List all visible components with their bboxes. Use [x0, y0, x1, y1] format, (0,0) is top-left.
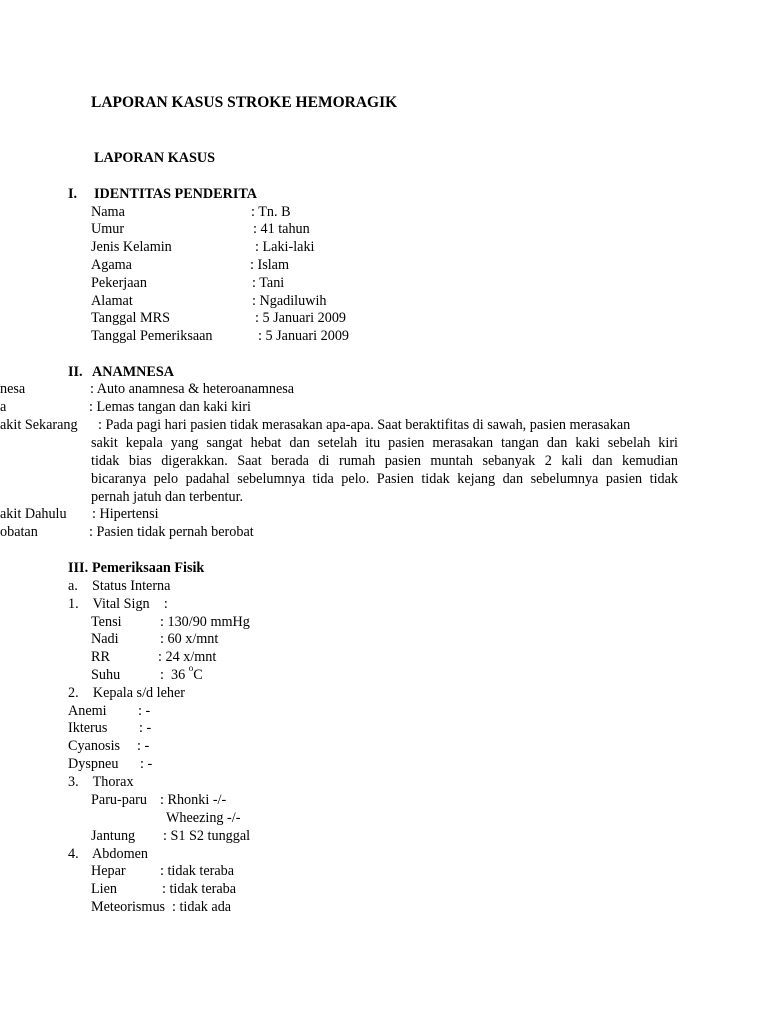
field-label-pekerjaan: Pekerjaan: [91, 275, 147, 291]
field-value-keluhan: : Lemas tangan dan kaki kiri: [89, 399, 251, 415]
abdomen-label-lien: Lien: [91, 881, 117, 897]
field-value-riwayat-sekarang: : Pada pagi hari pasien tidak merasakan apa-apa. Saat beraktifitas di sawah, pasien merasakan: [98, 417, 631, 433]
thorax-heading: 3. Thorax: [68, 774, 134, 790]
vital-value-suhu: [160, 663, 203, 685]
section-heading-identitas: IDENTITAS PENDERITA: [94, 186, 258, 202]
field-value-pekerjaan: : Tani: [252, 275, 285, 291]
vital-value-tensi: : 130/90 mmHg: [160, 614, 250, 630]
field-label-agama: Agama: [91, 257, 132, 273]
field-label-nama: Nama: [91, 204, 125, 220]
thorax-value-jantung: : S1 S2 tunggal: [163, 828, 251, 844]
field-value-tanggal-pemeriksaan: : 5 Januari 2009: [258, 328, 350, 344]
paragraph-line-2: tidak bias digerakkan. Saat berada di rumah pasien muntah sebanyak 2 kali dan kemudian: [91, 453, 678, 469]
field-label-jenis-kelamin: Jenis Kelamin: [91, 239, 172, 255]
abdomen-label-meteorismus: Meteorismus: [91, 899, 166, 915]
field-value-umur: : 41 tahun: [253, 221, 310, 237]
field-value-tanggal-mrs: : 5 Januari 2009: [255, 310, 347, 326]
field-label-anamnesa: nesa: [0, 381, 26, 397]
suhu-unit: C: [193, 667, 203, 683]
kepala-label-cyanosis: Cyanosis: [68, 738, 121, 754]
field-label-keluhan: a: [0, 399, 7, 415]
section-number-2: II.: [68, 364, 83, 380]
field-label-riwayat-pengobatan: obatan: [0, 524, 38, 540]
vital-label-tensi: Tensi: [91, 614, 122, 630]
degree-sup: o: [188, 663, 194, 674]
kepala-label-ikterus: Ikterus: [68, 720, 108, 736]
field-value-agama: : Islam: [250, 257, 290, 273]
section-number-3: III.: [68, 560, 89, 576]
thorax-label-paru: Paru-paru: [91, 792, 147, 808]
kepala-heading: 2. Kepala s/d leher: [68, 685, 186, 701]
vital-value-nadi: : 60 x/mnt: [160, 631, 219, 647]
field-value-nama: : Tn. B: [251, 204, 291, 220]
abdomen-heading: 4. Abdomen: [68, 846, 148, 862]
kepala-label-anemi: Anemi: [68, 703, 107, 719]
document-subtitle: LAPORAN KASUS: [94, 150, 216, 166]
field-label-riwayat-dahulu: akit Dahulu: [0, 506, 67, 522]
vital-sign-heading: 1. Vital Sign :: [68, 596, 168, 612]
abdomen-value-lien: : tidak teraba: [162, 881, 237, 897]
field-value-anamnesa: : Auto anamnesa & heteroanamnesa: [90, 381, 295, 397]
paragraph-line-1: sakit kepala yang sangat hebat dan setelah itu pasien merasakan tangan dan kaki sebelah kiri: [91, 435, 678, 451]
kepala-value-dyspneu: : -: [140, 756, 153, 772]
field-label-tanggal-mrs: Tanggal MRS: [91, 310, 171, 326]
thorax-value-wheezing: Wheezing -/-: [166, 810, 241, 826]
suhu-number: : 36: [160, 667, 189, 683]
field-value-alamat: : Ngadiluwih: [252, 293, 327, 309]
status-interna-heading: a. Status Interna: [68, 578, 171, 594]
document-title: LAPORAN KASUS STROKE HEMORAGIK: [91, 94, 398, 111]
vital-label-rr: RR: [91, 649, 110, 665]
field-value-riwayat-pengobatan: : Pasien tidak pernah berobat: [89, 524, 254, 540]
abdomen-label-hepar: Hepar: [91, 863, 126, 879]
thorax-value-paru: : Rhonki -/-: [160, 792, 227, 808]
section-heading-anamnesa: ANAMNESA: [92, 364, 174, 380]
vital-label-suhu: Suhu: [91, 667, 121, 683]
kepala-value-anemi: : -: [138, 703, 151, 719]
abdomen-value-meteorismus: : tidak ada: [172, 899, 232, 915]
thorax-label-jantung: Jantung: [91, 828, 136, 844]
section-heading-fisik: Pemeriksaan Fisik: [92, 560, 205, 576]
field-label-umur: Umur: [91, 221, 125, 237]
field-label-alamat: Alamat: [91, 293, 133, 309]
field-label-tanggal-pemeriksaan: Tanggal Pemeriksaan: [91, 328, 213, 344]
paragraph-line-3: bicaranya pelo padahal sebelumnya tida pelo. Pasien tidak kejang dan sebelumnya pasien tidak: [91, 471, 678, 487]
vital-label-nadi: Nadi: [91, 631, 119, 647]
section-number-1: I.: [68, 186, 78, 202]
kepala-value-cyanosis: : -: [137, 738, 150, 754]
field-value-jenis-kelamin: : Laki-laki: [255, 239, 315, 255]
kepala-label-dyspneu: Dyspneu: [68, 756, 119, 772]
field-label-riwayat-sekarang: akit Sekarang: [0, 417, 78, 433]
abdomen-value-hepar: : tidak teraba: [160, 863, 235, 879]
field-value-riwayat-dahulu: : Hipertensi: [92, 506, 159, 522]
paragraph-line-4: pernah jatuh dan terbentur.: [91, 489, 244, 505]
kepala-value-ikterus: : -: [139, 720, 152, 736]
vital-value-rr: : 24 x/mnt: [158, 649, 217, 665]
